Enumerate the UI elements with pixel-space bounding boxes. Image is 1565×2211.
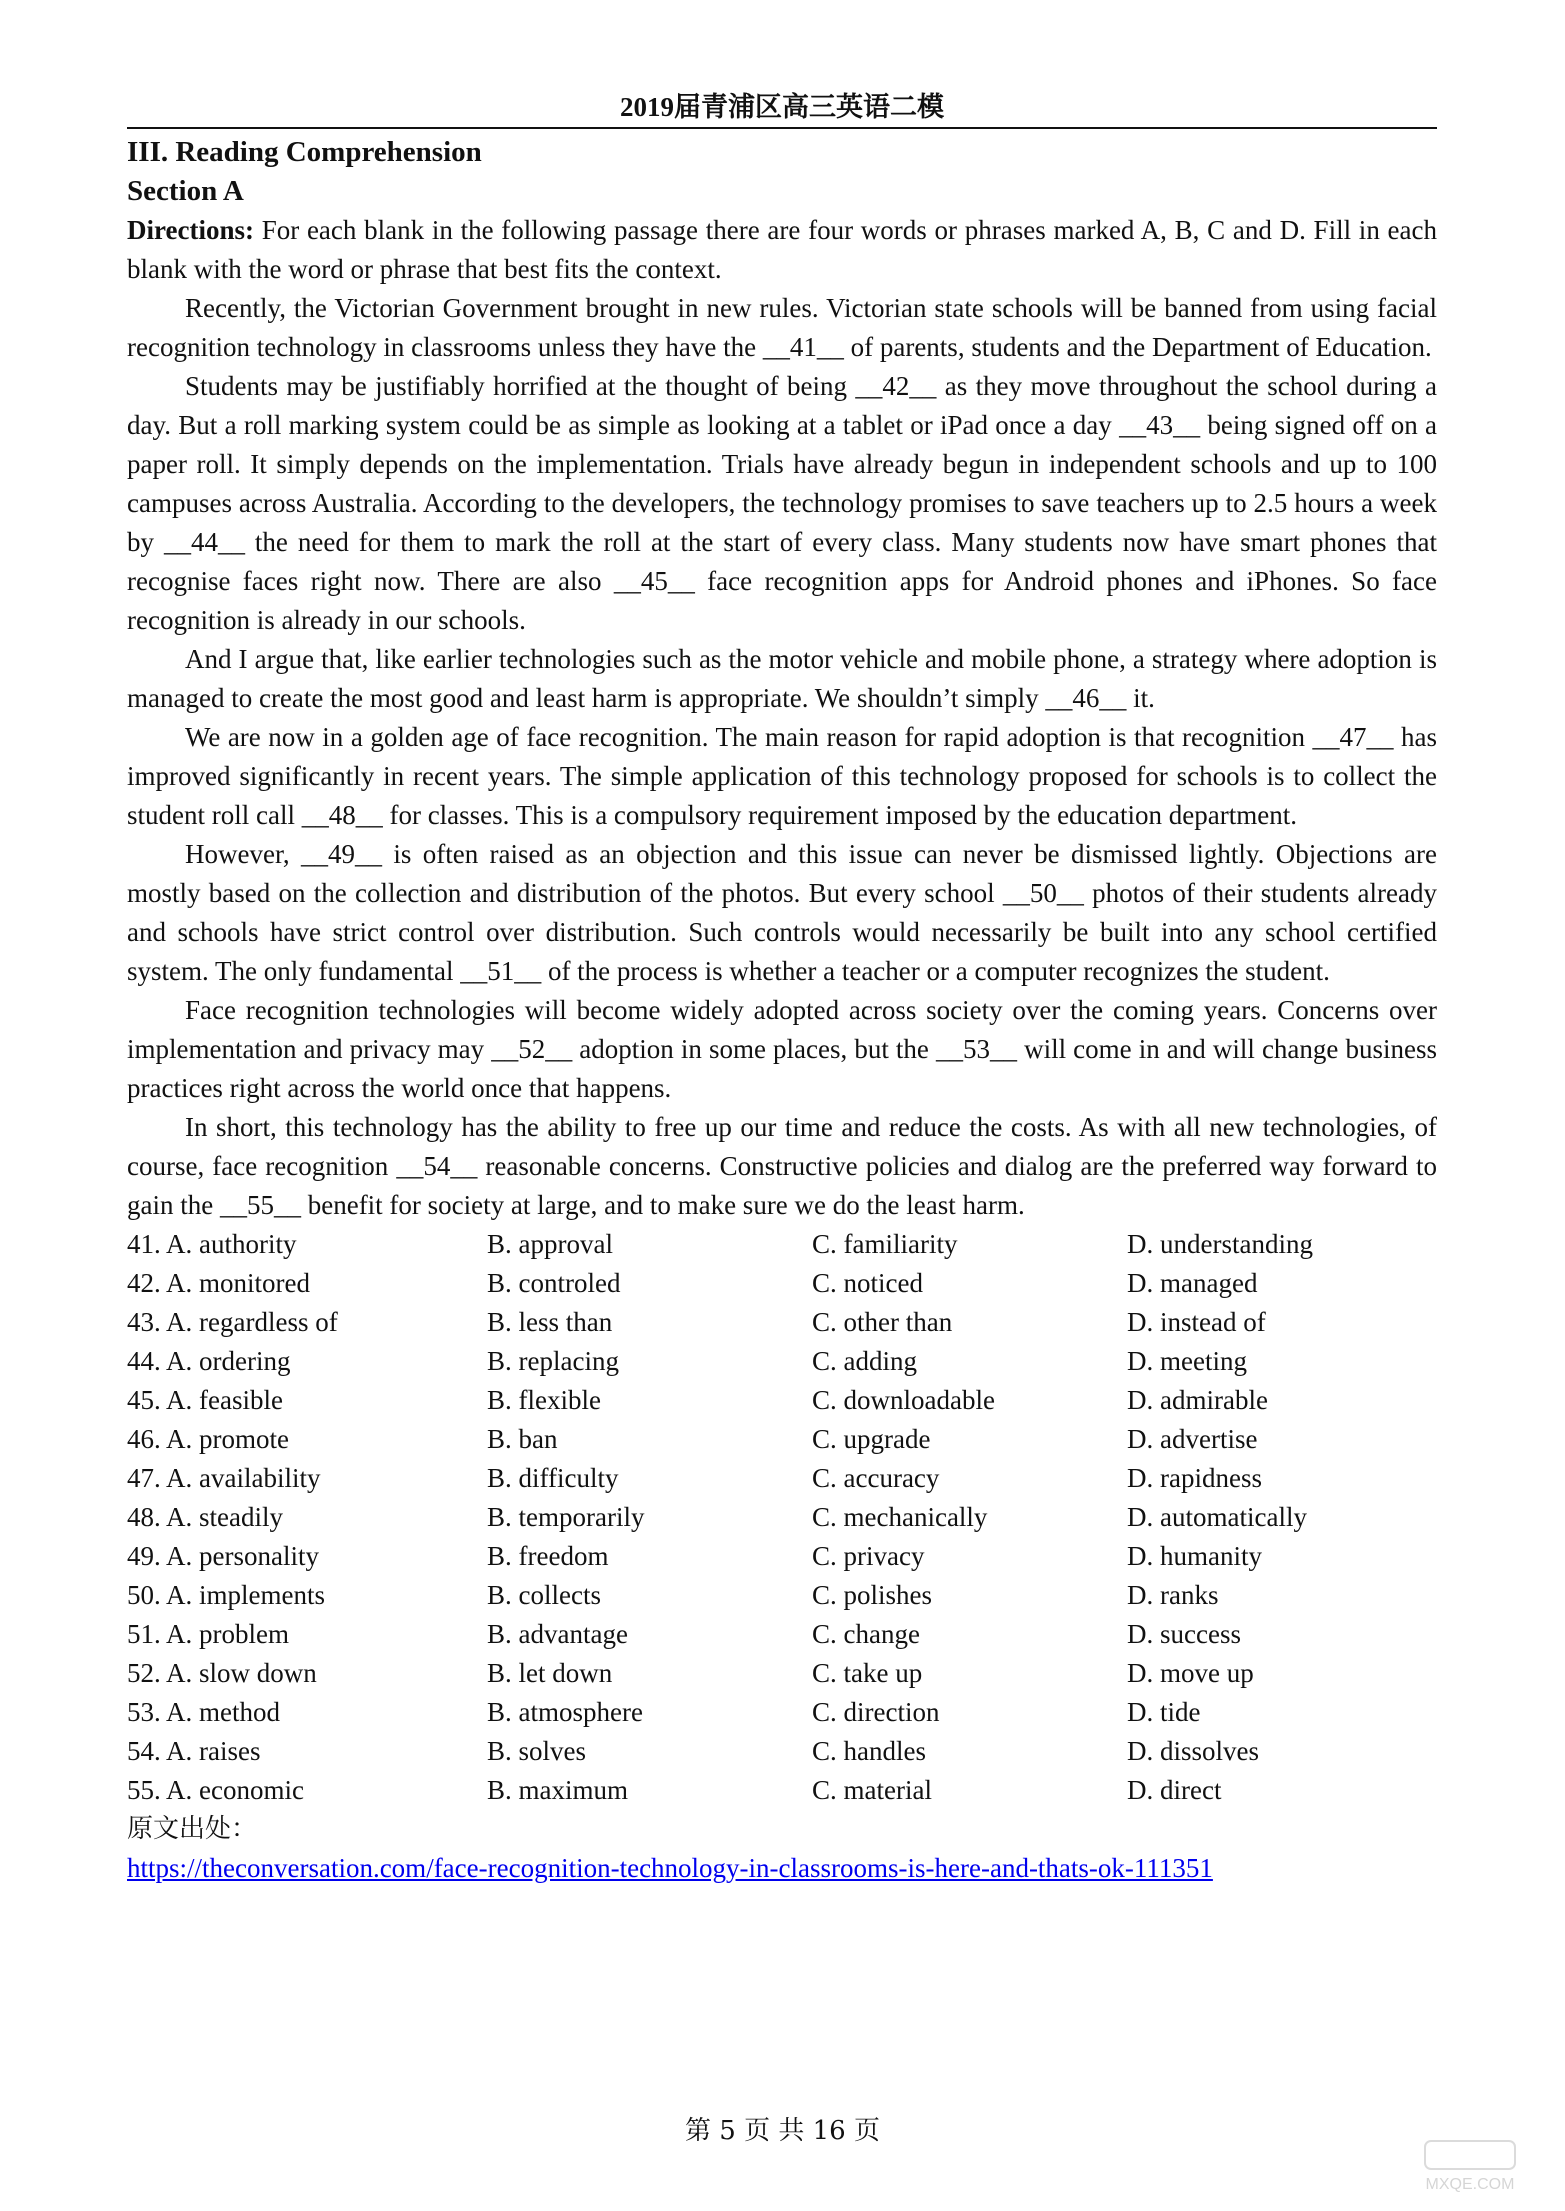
- directions-label: Directions:: [127, 215, 254, 245]
- option-a: 43. A. regardless of: [127, 1307, 338, 1337]
- option-c: C. polishes: [812, 1580, 933, 1610]
- option-b: B. approval: [487, 1229, 613, 1259]
- option-b: B. solves: [487, 1736, 587, 1766]
- section-subheading: Section A: [127, 175, 244, 207]
- directions-text: For each blank in the following passage there are four words or phrases marked A, B, C and D. Fill in each blank with the word or phrase that best fits the context.: [127, 215, 1437, 284]
- passage-paragraph: Face recognition technologies will become widely adopted across society over the coming years. Concerns over implementation and privacy may __52__ adoption in some places, but the __53__ will come in and will change business practices right across the world once that happens.: [127, 995, 1437, 1103]
- option-d: D. humanity: [1127, 1541, 1262, 1571]
- option-a: 52. A. slow down: [127, 1658, 317, 1688]
- option-c: C. noticed: [812, 1268, 923, 1298]
- option-c: C. accuracy: [812, 1463, 940, 1493]
- option-a: 50. A. implements: [127, 1580, 325, 1610]
- passage-paragraph: Students may be justifiably horrified at the thought of being __42__ as they move throughout the school during a day. But a roll marking system could be as simple as looking at a tablet or iPad once a day __43__ being signed off on a paper roll. It simply depends on the implementation. Trials have already begun in independent schools and up to 100 campuses across Australia. According to the developers, the technology promises to save teachers up to 2.5 hours a week by __44__ the need for them to mark the roll at the start of every class. Many students now have smart phones that recognise faces right now. There are also __45__ face recognition apps for Android phones and iPhones. So face recognition is already in our schools.: [127, 371, 1437, 635]
- option-c: C. upgrade: [812, 1424, 931, 1454]
- watermark-text: MXQE.COM: [1425, 2176, 1515, 2193]
- option-row: [127, 1342, 1437, 1381]
- passage-paragraph: And I argue that, like earlier technologies such as the motor vehicle and mobile phone, a strategy where adoption is managed to create the most good and least harm is appropriate. We shouldn’t simply __46__ it.: [127, 644, 1437, 713]
- option-c: C. downloadable: [812, 1385, 995, 1415]
- option-c: C. take up: [812, 1658, 923, 1688]
- section-heading: III. Reading Comprehension: [127, 136, 482, 168]
- option-d: D. move up: [1127, 1658, 1254, 1688]
- option-d: D. admirable: [1127, 1385, 1268, 1415]
- option-d: D. success: [1127, 1619, 1241, 1649]
- document-body: [127, 133, 1437, 1888]
- passage-paragraph: In short, this technology has the ability to free up our time and reduce the costs. As with all new technologies, of course, face recognition __54__ reasonable concerns. Constructive policies and dialog are the preferred way forward to gain the __55__ benefit for society at large, and to make sure we do the least harm.: [127, 1112, 1437, 1220]
- option-row: [127, 1693, 1437, 1732]
- page-header-title: 2019届青浦区高三英语二模: [620, 92, 944, 122]
- option-b: B. collects: [487, 1580, 601, 1610]
- option-d: D. automatically: [1127, 1502, 1307, 1532]
- option-d: D. instead of: [1127, 1307, 1266, 1337]
- header-rule: [127, 127, 1437, 129]
- option-a: 55. A. economic: [127, 1775, 304, 1805]
- option-c: C. familiarity: [812, 1229, 958, 1259]
- option-d: D. meeting: [1127, 1346, 1247, 1376]
- option-b: B. maximum: [487, 1775, 628, 1805]
- option-b: B. less than: [487, 1307, 613, 1337]
- option-d: D. rapidness: [1127, 1463, 1262, 1493]
- option-b: B. atmosphere: [487, 1697, 643, 1727]
- option-d: D. ranks: [1127, 1580, 1219, 1610]
- directions-paragraph: [127, 211, 1437, 289]
- option-d: D. managed: [1127, 1268, 1258, 1298]
- options-list: [127, 1225, 1437, 1810]
- option-c: C. change: [812, 1619, 920, 1649]
- option-a: 41. A. authority: [127, 1229, 297, 1259]
- option-row: [127, 1537, 1437, 1576]
- option-b: B. temporarily: [487, 1502, 645, 1532]
- passage-paragraph: We are now in a golden age of face recognition. The main reason for rapid adoption is that recognition __47__ has improved significantly in recent years. The simple application of this technology proposed for schools is to collect the student roll call __48__ for classes. This is a compulsory requirement imposed by the education department.: [127, 722, 1437, 830]
- option-a: 42. A. monitored: [127, 1268, 310, 1298]
- option-a: 49. A. personality: [127, 1541, 319, 1571]
- option-b: B. freedom: [487, 1541, 609, 1571]
- option-row: [127, 1264, 1437, 1303]
- option-d: D. advertise: [1127, 1424, 1258, 1454]
- option-c: C. privacy: [812, 1541, 925, 1571]
- option-a: 47. A. availability: [127, 1463, 321, 1493]
- option-b: B. controled: [487, 1268, 621, 1298]
- option-d: D. dissolves: [1127, 1736, 1260, 1766]
- passage-paragraph: Recently, the Victorian Government brought in new rules. Victorian state schools will be banned from using facial recognition technology in classrooms unless they have the __41__ of parents, students and the Department of Education.: [127, 293, 1437, 362]
- option-a: 46. A. promote: [127, 1424, 289, 1454]
- watermark-logo: [1395, 2137, 1545, 2197]
- option-c: C. other than: [812, 1307, 953, 1337]
- source-link[interactable]: https://theconversation.com/face-recognition-technology-in-classrooms-is-here-and-thats-ok-111351: [127, 1853, 1213, 1883]
- option-a: 45. A. feasible: [127, 1385, 283, 1415]
- option-row: [127, 1771, 1437, 1810]
- option-row: [127, 1459, 1437, 1498]
- option-c: C. material: [812, 1775, 932, 1805]
- option-a: 54. A. raises: [127, 1736, 261, 1766]
- option-b: B. flexible: [487, 1385, 601, 1415]
- option-b: B. ban: [487, 1424, 558, 1454]
- option-b: B. difficulty: [487, 1463, 619, 1493]
- option-d: D. understanding: [1127, 1229, 1313, 1259]
- option-row: [127, 1225, 1437, 1264]
- page-footer: 第 5 页 共 16 页: [685, 2116, 880, 2146]
- option-row: [127, 1615, 1437, 1654]
- option-row: [127, 1576, 1437, 1615]
- option-row: [127, 1732, 1437, 1771]
- option-row: [127, 1498, 1437, 1537]
- option-a: 53. A. method: [127, 1697, 280, 1727]
- option-row: [127, 1381, 1437, 1420]
- option-b: B. replacing: [487, 1346, 619, 1376]
- passage-paragraph: However, __49__ is often raised as an objection and this issue can never be dismissed lightly. Objections are mostly based on the collection and distribution of the photos. But every school __50__ photos of their students already and schools have strict control over distribution. Such controls would necessarily be built into any school certified system. The only fundamental __51__ of the process is whether a teacher or a computer recognizes the student.: [127, 839, 1437, 986]
- option-b: B. let down: [487, 1658, 613, 1688]
- option-a: 48. A. steadily: [127, 1502, 283, 1532]
- option-c: C. mechanically: [812, 1502, 988, 1532]
- option-a: 44. A. ordering: [127, 1346, 291, 1376]
- option-b: B. advantage: [487, 1619, 628, 1649]
- option-a: 51. A. problem: [127, 1619, 289, 1649]
- option-d: D. direct: [1127, 1775, 1222, 1805]
- source-label: 原文出处：: [127, 1814, 258, 1844]
- option-row: [127, 1420, 1437, 1459]
- option-c: C. direction: [812, 1697, 940, 1727]
- option-row: [127, 1303, 1437, 1342]
- option-c: C. adding: [812, 1346, 917, 1376]
- option-d: D. tide: [1127, 1697, 1201, 1727]
- option-row: [127, 1654, 1437, 1693]
- option-c: C. handles: [812, 1736, 926, 1766]
